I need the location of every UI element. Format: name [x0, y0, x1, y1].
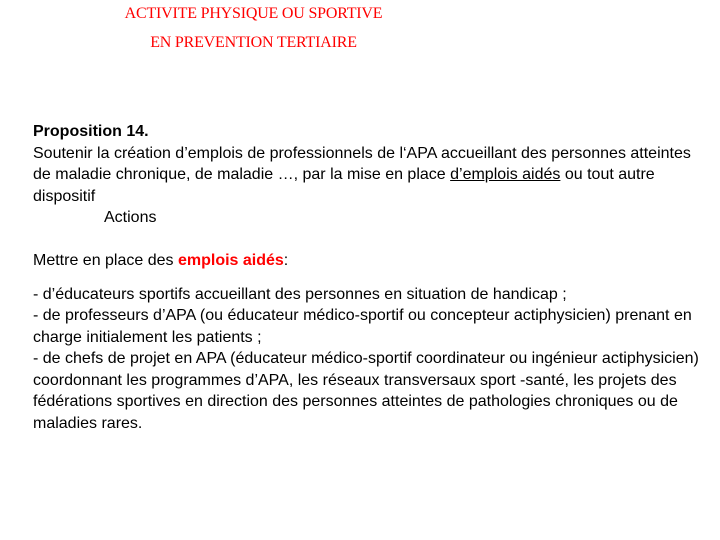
title-line-2: EN PREVENTION TERTIAIRE — [150, 34, 357, 51]
actions-intro — [33, 250, 703, 272]
proposition-text-main: Soutenir la création d’emplois de professionnels de l‘APA accueillant des personnes atteintes de maladie chronique, de maladie …, par la mise en place — [33, 144, 691, 183]
spacer — [33, 272, 703, 284]
actions-intro-after: : — [283, 252, 289, 269]
proposition-text-underlined: d’emplois aidés — [450, 166, 561, 183]
action-item: - de chefs de projet en APA (éducateur médico-sportif coordinateur ou ingénieur actiphysicien) coordonnant les programmes d’APA, les réseaux transversaux sport -santé, les projets des fédérations sportives en direction des personnes atteintes de pathologies chroniques ou de maladies rares. — [33, 350, 699, 432]
action-item: - de professeurs d’APA (ou éducateur médico-sportif ou concepteur actiphysicien) prenant en charge initialement les patients ; — [33, 307, 692, 346]
actions-intro-highlight: emplois aidés — [177, 252, 284, 269]
action-item: - d’éducateurs sportifs accueillant des personnes en situation de handicap ; — [33, 285, 567, 303]
actions-label: Actions — [104, 209, 157, 226]
content-body — [33, 121, 703, 434]
title-line-1: ACTIVITE PHYSIQUE OU SPORTIVE — [124, 5, 383, 22]
proposition-text-end: ou tout autre dispositif — [33, 166, 655, 205]
proposition-heading: Proposition 14. — [33, 123, 149, 140]
proposition-text — [33, 143, 703, 208]
spacer — [33, 229, 703, 251]
actions-intro-before: Mettre en place des — [33, 252, 178, 269]
